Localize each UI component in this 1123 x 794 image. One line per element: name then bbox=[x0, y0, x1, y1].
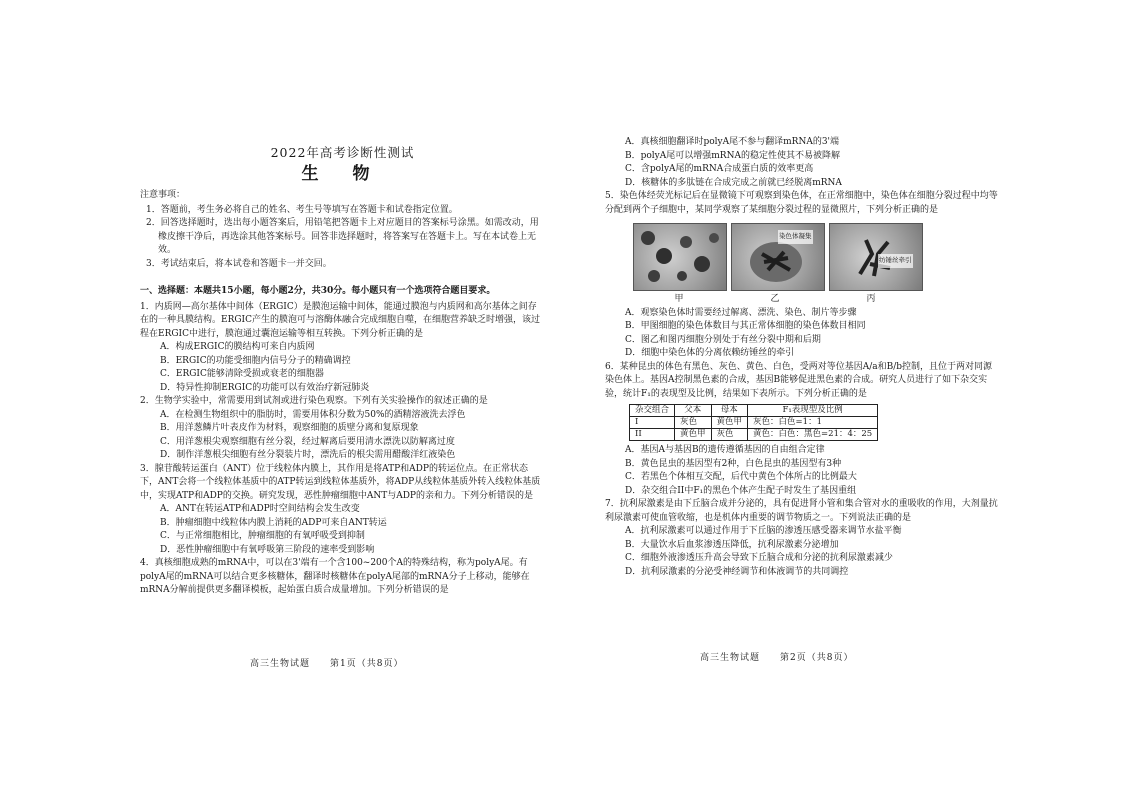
option-b: B．大量饮水后血浆渗透压降低，抗利尿激素分泌增加 bbox=[625, 539, 839, 550]
option-d: D．特异性抑制ERGIC的功能可以有效治疗新冠肺炎 bbox=[160, 382, 370, 393]
cells-scatter-image bbox=[634, 224, 726, 290]
option-d: D．恶性肿瘤细胞中有氧呼吸第三阶段的速率受到影响 bbox=[160, 544, 375, 555]
question-stem: 6．某种昆虫的体色有黑色、灰色、黄色、白色，受两对等位基因A/a和B/b控制，且位于两对同源染色体上。基因A控制黑色素的合成，基因B能够促进黑色素的合成。研究人员进行了如下杂交实验，统计F₁的表现型及比例，结果如下表所示。下列分析正确的是 bbox=[605, 361, 993, 399]
option-a: A．在检测生物组织中的脂肪时，需要用体积分数为50%的酒精溶液洗去浮色 bbox=[160, 409, 466, 420]
table-cell: I bbox=[630, 417, 675, 429]
question-stem: 7．抗利尿激素是由下丘脑合成并分泌的，具有促进肾小管和集合管对水的重吸收的作用，大剂量抗利尿激素可使血管收缩，也是机体内重要的调节物质之一。下列说法正确的是 bbox=[605, 499, 998, 523]
notice-item: 3．考试结束后，将本试卷和答题卡一并交回。 bbox=[146, 258, 332, 269]
option-b: B．甲图细胞的染色体数目与其正常体细胞的染色体数目相同 bbox=[625, 321, 866, 331]
option-a: A．ANT在转运ATP和ADP时空间结构会发生改变 bbox=[160, 504, 360, 514]
option-d: D．杂交组合II中F₁的黑色个体产生配子时发生了基因重组 bbox=[625, 485, 857, 496]
exam-title: 2022年高考诊断性测试 bbox=[270, 145, 415, 160]
option-a: A．抗利尿激素可以通过作用于下丘脑的渗透压感受器来调节水盐平衡 bbox=[625, 526, 902, 536]
option-c: C．ERGIC能够清除受损或衰老的细胞器 bbox=[160, 369, 324, 379]
table-row bbox=[630, 417, 878, 429]
caption-jia: 甲 bbox=[674, 294, 684, 304]
table-header: 杂交组合 bbox=[630, 405, 675, 417]
option-b: B．polyA尾可以增强mRNA的稳定性使其不易被降解 bbox=[625, 150, 840, 161]
exam-page-left bbox=[140, 138, 545, 669]
option-b: B．ERGIC的功能受细胞内信号分子的精确调控 bbox=[160, 355, 351, 366]
section-heading: 一、选择题：本题共15小题，每小题2分，共30分。每小题只有一个选项符合题目要求。 bbox=[140, 286, 496, 296]
option-b: B．黄色昆虫的基因型有2种，白色昆虫的基因型有3种 bbox=[625, 458, 842, 469]
option-c: C．若黑色个体相互交配，后代中黄色个体所占的比例最大 bbox=[625, 472, 857, 482]
caption-bing: 丙 bbox=[866, 294, 876, 304]
notice-item: 1．答题前，考生务必将自己的姓名、考生号等填写在答题卡和试卷指定位置。 bbox=[146, 204, 458, 215]
question-3 bbox=[140, 463, 545, 558]
micrograph-jia bbox=[633, 223, 727, 291]
question-6 bbox=[605, 361, 1000, 499]
notice-list bbox=[140, 204, 545, 272]
question-stem: 3．腺苷酸转运蛋白（ANT）位于线粒体内膜上，其作用是将ATP和ADP的转运位点。在正常状态下，ANT会将一个线粒体基质中的ATP转运到线粒体基质外，将ADP从线粒体基质外转入线粒体基质中，实现ATP和ADP的交换。研究发现，恶性肿瘤细胞中ANT与ADP的亲和力。下列分析错误的是 bbox=[140, 463, 541, 501]
table-cell: 黄色甲 bbox=[711, 417, 748, 429]
question-2 bbox=[140, 395, 545, 463]
question-stem: 1．内质网—高尔基体中间体（ERGIC）是膜泡运输中间体，能通过膜泡与内质网和高尔基体之间存在的一种具膜结构。ERGIC产生的膜泡可与溶酶体融合完成细胞自噬，在细胞营养缺乏时增强，该过程在ERGIC中进行，膜泡通过囊泡运输等相互转换。下列分析正确的是 bbox=[140, 301, 540, 339]
table-header: 母本 bbox=[711, 405, 748, 417]
image-label: 纺锤丝牵引 bbox=[878, 254, 913, 268]
micrograph-bing bbox=[829, 223, 923, 291]
option-a: A．观察染色体时需要经过解离、漂洗、染色、制片等步骤 bbox=[625, 307, 857, 318]
caption-yi: 乙 bbox=[770, 294, 780, 304]
table-cell: 黄色甲 bbox=[675, 429, 712, 441]
option-d: D．制作洋葱根尖细胞有丝分裂装片时，漂洗后的根尖需用醋酸洋红液染色 bbox=[160, 450, 456, 460]
micrograph-row bbox=[633, 223, 1000, 291]
question-stem: 2．生物学实验中，常需要用到试剂或进行染色观察。下列有关实验操作的叙述正确的是 bbox=[140, 396, 488, 406]
page-footer-left: 高三生物试题 第1页（共8页） bbox=[250, 658, 404, 669]
option-d: D．核糖体的多肽链在合成完成之前就已经脱离mRNA bbox=[625, 177, 842, 188]
question-stem: 5．染色体经荧光标记后在显微镜下可观察到染色体，在正常细胞中，染色体在细胞分裂过程中均等分配到两个子细胞中，某同学观察了某细胞分裂过程的显微照片，下列分析正确的是 bbox=[605, 191, 998, 215]
table-cell: 黄色：白色：黑色=21：4：25 bbox=[748, 429, 878, 441]
option-a: A．真核细胞翻译时polyA尾不参与翻译mRNA的3'端 bbox=[625, 137, 840, 147]
option-b: B．用洋葱鳞片叶表皮作为材料，观察细胞的质壁分离和复原现象 bbox=[160, 423, 419, 433]
option-a: A．基因A与基因B的遗传遵循基因的自由组合定律 bbox=[625, 445, 825, 455]
image-label: 染色体凝集 bbox=[778, 230, 813, 244]
option-b: B．肿瘤细胞中线粒体内膜上消耗的ADP可来自ANT转运 bbox=[160, 517, 387, 528]
option-a: A．构成ERGIC的膜结构可来自内质网 bbox=[160, 342, 315, 352]
table-header: 父本 bbox=[675, 405, 712, 417]
option-c: C．细胞外液渗透压升高会导致下丘脑合成和分泌的抗利尿激素减少 bbox=[625, 553, 893, 563]
notice-heading: 注意事项： bbox=[140, 190, 186, 200]
micrograph-yi bbox=[731, 223, 825, 291]
notice-item: 2．回答选择题时，选出每小题答案后，用铅笔把答题卡上对应题目的答案标号涂黑。如需改动，用橡皮擦干净后，再选涂其他答案标号。回答非选择题时，将答案写在答题卡上。写在本试卷上无效。 bbox=[146, 218, 539, 255]
table-row bbox=[630, 429, 878, 441]
option-c: C．与正常细胞相比，肿瘤细胞的有氧呼吸受到抑制 bbox=[160, 531, 365, 541]
option-c: C．含polyA尾的mRNA合成蛋白质的效率更高 bbox=[625, 164, 814, 174]
question-7 bbox=[605, 498, 1000, 579]
exam-page-right bbox=[605, 136, 1000, 663]
cross-results-table bbox=[629, 404, 878, 441]
table-header-row bbox=[630, 405, 878, 417]
table-cell: II bbox=[630, 429, 675, 441]
table-cell: 灰色 bbox=[711, 429, 748, 441]
page-footer-right: 高三生物试题 第2页（共8页） bbox=[700, 652, 854, 663]
question-5 bbox=[605, 190, 1000, 361]
table-header: F₁表现型及比例 bbox=[748, 405, 878, 417]
table-cell: 灰色 bbox=[675, 417, 712, 429]
option-d: D．细胞中染色体的分离依赖纺锤丝的牵引 bbox=[625, 348, 795, 358]
micrograph-captions bbox=[633, 293, 1000, 307]
subject-title: 生 物 bbox=[301, 163, 384, 184]
question-4 bbox=[140, 557, 545, 598]
table-cell: 灰色：白色=1：1 bbox=[748, 417, 878, 429]
question-4-options bbox=[605, 136, 1000, 190]
option-d: D．抗利尿激素的分泌受神经调节和体液调节的共同调控 bbox=[625, 566, 849, 577]
question-stem: 4．真核细胞成熟的mRNA中，可以在3'端有一个含100~200个A的特殊结构，称为polyA尾。有polyA尾的mRNA可以结合更多核糖体，翻译时核糖体在polyA尾部的mRNA分子上移动，能够在mRNA分解前提供更多翻译模板，起始蛋白质合成量增加。下列分析错误的是 bbox=[140, 558, 530, 595]
option-c: C．图乙和图丙细胞分别处于有丝分裂中期和后期 bbox=[625, 334, 821, 345]
question-1 bbox=[140, 301, 545, 396]
option-c: C．用洋葱根尖观察细胞有丝分裂，经过解离后要用清水漂洗以防解离过度 bbox=[160, 436, 455, 447]
